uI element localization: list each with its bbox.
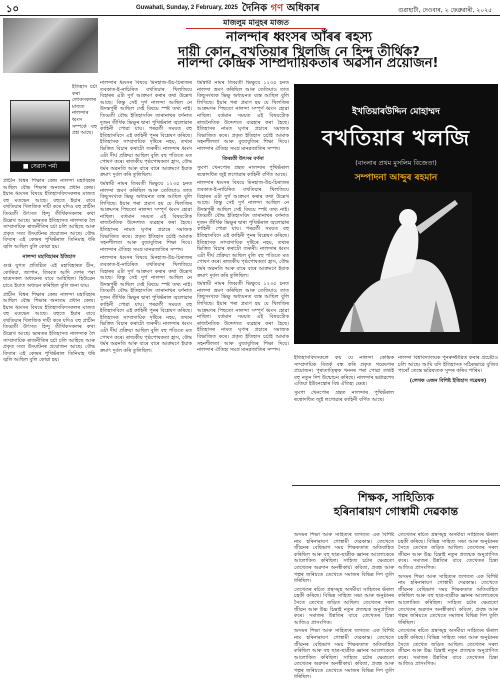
headline-line-1: নালন্দাৰ ধ্বংসৰ আঁৰৰ ৰহস্য [225,30,373,45]
paragraph: ধৰ্মস্বামী নামৰ তিব্বতী ভিক্ষুয়ে ১২৩৫ চনত নালন্দা ভ্ৰমণ কৰিছিল আৰু তেতিয়াও তাত কিছুসংখ্যক ভিক্ষু অধ্যয়নত ব্যস্ত আছিল বুলি লিখিছে। ইয়াৰ পৰা প্ৰমাণ হয় যে খিলজিৰ আক্ৰমণৰ পিছতো নালন্দা সম্পূৰ্ণ ধ্বংস হোৱা নাছিল। বৰ্তমান সময়ত এই বিষয়টোক ৰাজনৈতিক উদ্দেশ্যত ব্যৱহাৰ কৰা হৈছে। ইতিহাসৰ নামত ঘৃণাৰ প্ৰচাৰে সমাজক বিভাজিত কৰে। প্ৰকৃত ইতিহাস চৰ্চাই আমাক সহনশীলতা আৰু বুজাবুজিৰ শিক্ষা দিয়ে। নালন্দাৰ ঐতিহ্য সমগ্ৰ মানৱজাতিৰ সম্পদ। [100,180,192,253]
newspaper-name-part2: গণ [270,3,284,14]
book-author: ইখতিয়াৰউদ্দিন মোহাম্মদ [352,107,440,117]
section2-column-2 [398,532,498,700]
section2-title-line2: হৰিনাৰায়ণ গোস্বামী দেৱকান্ত [333,505,459,518]
news-photo [3,18,98,73]
headline-secondary: নালন্দা কেন্দ্ৰিক সাম্প্ৰদায়িকতাৰ অৱসান প্ৰয়োজন! [177,56,439,71]
book-editor: সম্পাদনা আব্দুৰ ৰহমান [354,173,438,183]
english-dateline: Guwahati, Sunday, 2 February, 2025 [136,5,238,11]
author-portrait [10,100,70,162]
section-divider [292,485,500,486]
paragraph: অসমৰ শিক্ষা আৰু সাহিত্যৰ জগতত এক বিশিষ্ট নাম হৰিনাৰায়ণ গোস্বামী দেৱকান্ত। তেখেতে জীৱনৰ বেছিভাগ সময় শিক্ষকতাত অতিবাহিত কৰিছিল আৰু বহু ছাত্ৰ-ছাত্ৰীক জ্ঞানৰ আলোকেৰে আলোকিত কৰিছিল। সাহিত্য চৰ্চাৰ ক্ষেত্ৰতো তেখেতৰ অৱদান অনস্বীকাৰ্য। কবিতা, প্ৰবন্ধ আৰু গল্পৰ জৰিয়তে তেখেতে সমাজৰ বিভিন্ন দিশ তুলি ধৰিছিল। [294,532,394,585]
paragraph: প্ৰাচীন বিশ্বৰ শিক্ষাৰ কেন্দ্ৰ নালন্দা মহাবিহাৰ আছিল বৌদ্ধ শিক্ষাৰ অন্যতম প্ৰধান কেন্দ্ৰ। ইয়াৰ ধ্বংসৰ বিষয়ে ইতিহাসবিদসকলৰ মাজত বহু মতভেদ আছে। বহুতে ইয়াৰ বাবে বখতিয়াৰ খিলজিক দায়ী কৰে যদিও বহু প্ৰাচীন তিব্বতী উৎসত হিন্দু তীৰ্থিকসকলৰ কথা উল্লেখ আছে। ভাৰতৰ ইতিহাসত নালন্দাক লৈ সাম্প্ৰদায়িক ৰাজনীতিৰ চৰ্চা চলি আহিছে আৰু প্ৰকৃত সত্য উদ্ঘাটনৰ প্ৰয়োজন আছে। বৌদ্ধ বিদ্যাৰ এই কেন্দ্ৰৰ পুথিভঁৰাল তিনিমাহ ধৰি জ্বলি আছিল বুলি কোৱা হয়। [3,291,95,364]
article-column-1 [3,178,95,700]
article-continuation-right [398,355,498,480]
paragraph: নালন্দাৰ ধ্বংসৰ বিষয়ে মিনহাজ-উচ-চিৰাজৰ তবকাত-ই-নাচিৰিত বখতিয়াৰ খিলজিয়ে বিহাৰৰ এটা দুৰ্গ আক্ৰমণ কৰাৰ কথা উল্লেখ আছে। কিন্তু সেই দুৰ্গ নালন্দা আছিল নে উদন্তপুৰী আছিল সেই বিষয়ে স্পষ্ট তথ্য নাই। তিব্বতী বৌদ্ধ ইতিহাসবিদ তাৰানাথৰ বৰ্ণনাত দুজন তীৰ্থিক ভিক্ষুৰ দ্বাৰা পুথিভঁৰাল জ্বলোৱাৰ কাহিনী পোৱা যায়। পৰৱৰ্তী সময়ত বহু ইতিহাসবিদে এই কাহিনী পুনৰ বিশ্লেষণ কৰিছে। ইতিহাসক সাম্প্ৰদায়িক দৃষ্টিৰে নহয়, তথ্যৰ ভিত্তিত বিচাৰ কৰাটো জৰুৰী। নালন্দাৰ ধ্বংস এটা দীৰ্ঘ প্ৰক্ৰিয়া আছিল বুলি বহু পণ্ডিতে মত পোষণ কৰে। ৰাজকীয় পৃষ্ঠপোষকতা হ্ৰাস, বৌদ্ধ ধৰ্মৰ অৱনতি আৰু বাৰে বাৰে আক্ৰমণে ইয়াক ক্ৰমাৎ দুৰ্বল কৰি তুলিছিল। [100,80,192,179]
subheading: নালন্দা মহাবিহাৰৰ ইতিহাস [22,253,76,260]
newspaper-name-part3: অধিকাৰ [286,3,320,14]
article-continuation-left [294,355,394,480]
paragraph: ইতিহাস চৰ্চা কৰা লোকসকলৰ মাজত নালন্দাৰ ধ্বংস সম্পৰ্কে বহু প্ৰশ্ন আছে। [72,84,97,137]
paragraph: নালন্দাৰ ধ্বংসৰ বিষয়ে মিনহাজ-উচ-চিৰাজৰ তবকাত-ই-নাচিৰিত বখতিয়াৰ খিলজিয়ে বিহাৰৰ এটা দুৰ্গ আক্ৰমণ কৰাৰ কথা উল্লেখ আছে। কিন্তু সেই দুৰ্গ নালন্দা আছিল নে উদন্তপুৰী আছিল সেই বিষয়ে স্পষ্ট তথ্য নাই। তিব্বতী বৌদ্ধ ইতিহাসবিদ তাৰানাথৰ বৰ্ণনাত দুজন তীৰ্থিক ভিক্ষুৰ দ্বাৰা পুথিভঁৰাল জ্বলোৱাৰ কাহিনী পোৱা যায়। পৰৱৰ্তী সময়ত বহু ইতিহাসবিদে এই কাহিনী পুনৰ বিশ্লেষণ কৰিছে। ইতিহাসক সাম্প্ৰদায়িক দৃষ্টিৰে নহয়, তথ্যৰ ভিত্তিত বিচাৰ কৰাটো জৰুৰী। নালন্দাৰ ধ্বংস এটা দীৰ্ঘ প্ৰক্ৰিয়া আছিল বুলি বহু পণ্ডিতে মত পোষণ কৰে। ৰাজকীয় পৃষ্ঠপোষকতা হ্ৰাস, বৌদ্ধ ধৰ্মৰ অৱনতি আৰু বাৰে বাৰে আক্ৰমণে ইয়াক ক্ৰমাৎ দুৰ্বল কৰি তুলিছিল। [197,180,289,279]
book-title: বখতিয়াৰ খলজি [321,125,471,150]
paragraph: তেখেতৰ ৰচিত গ্ৰন্থসমূহ অসমীয়া সাহিত্যৰ ভঁৰাল চহকী কৰিছে। বিভিন্ন সাহিত্য সভা আৰু অনুষ্ঠানৰ সৈতে তেখেত জড়িত আছিল। তেখেতৰ সৰল জীৱন আৰু উচ্চ চিন্তাই নতুন প্ৰজন্মক অনুপ্ৰাণিত কৰে। সমাজৰ উন্নতিৰ বাবে তেখেতৰ চিন্তা আজিও প্ৰাসংগিক। [294,586,394,626]
paragraph: নালন্দা বিশ্ববিদ্যালয়ক পুনৰুজ্জীৱিত কৰাৰ প্ৰচেষ্টাও চলি আছে। আমি যদি ইতিহাসক সঠিকভাৱে বুজিব পাৰোঁ তেন্তে ভৱিষ্যতক সুন্দৰ কৰিব পাৰিম। [398,355,498,375]
paragraph: তেখেতৰ ৰচিত গ্ৰন্থসমূহ অসমীয়া সাহিত্যৰ ভঁৰাল চহকী কৰিছে। বিভিন্ন সাহিত্য সভা আৰু অনুষ্ঠানৰ সৈতে তেখেত জড়িত আছিল। তেখেতৰ সৰল জীৱন আৰু উচ্চ চিন্তাই নতুন প্ৰজন্মক অনুপ্ৰাণিত কৰে। সমাজৰ উন্নতিৰ বাবে তেখেতৰ চিন্তা আজিও প্ৰাসংগিক। [398,532,498,571]
horseman-illustration [320,192,472,344]
headline-line-1b: দায়ী কোন, বখতিয়াৰ খিলজি নে হিন্দু তীৰ্থিক? [178,45,420,60]
paragraph: অসমৰ শিক্ষা আৰু সাহিত্যৰ জগতত এক বিশিষ্ট নাম হৰিনাৰায়ণ গোস্বামী দেৱকান্ত। তেখেতে জীৱনৰ বেছিভাগ সময় শিক্ষকতাত অতিবাহিত কৰিছিল আৰু বহু ছাত্ৰ-ছাত্ৰীক জ্ঞানৰ আলোকেৰে আলোকিত কৰিছিল। সাহিত্য চৰ্চাৰ ক্ষেত্ৰতো তেখেতৰ অৱদান অনস্বীকাৰ্য। কবিতা, প্ৰবন্ধ আৰু গল্পৰ জৰিয়তে তেখেতে সমাজৰ বিভিন্ন দিশ তুলি ধৰিছিল। [398,573,498,626]
section2-title [294,491,498,519]
paragraph: গুপ্ত যুগত প্ৰতিষ্ঠিত এই মহাবিহাৰত চীন, কোৰিয়া, জাপান, তিব্বত আদি দেশৰ পৰা ছাত্ৰসকল অধ্যয়নৰ বাবে আহিছিল। হিউৱেন চাঙে ইয়াত অধ্যয়ন কৰিছিল বুলি জনা যায়। [3,263,95,289]
paragraph: সুমপা খেনপোৰ গ্ৰন্থত নালন্দাৰ পুথিভঁৰাল ৰত্নোদধিত জুই লগোৱাৰ কাহিনী বৰ্ণিত আছে। [294,389,394,403]
article-column-3 [197,80,289,700]
paragraph: ধৰ্মস্বামী নামৰ তিব্বতী ভিক্ষুয়ে ১২৩৫ চনত নালন্দা ভ্ৰমণ কৰিছিল আৰু তেতিয়াও তাত কিছুসংখ্যক ভিক্ষু অধ্যয়নত ব্যস্ত আছিল বুলি লিখিছে। ইয়াৰ পৰা প্ৰমাণ হয় যে খিলজিৰ আক্ৰমণৰ পিছতো নালন্দা সম্পূৰ্ণ ধ্বংস হোৱা নাছিল। বৰ্তমান সময়ত এই বিষয়টোক ৰাজনৈতিক উদ্দেশ্যত ব্যৱহাৰ কৰা হৈছে। ইতিহাসৰ নামত ঘৃণাৰ প্ৰচাৰে সমাজক বিভাজিত কৰে। প্ৰকৃত ইতিহাস চৰ্চাই আমাক সহনশীলতা আৰু বুজাবুজিৰ শিক্ষা দিয়ে। নালন্দাৰ ঐতিহ্য সমগ্ৰ মানৱজাতিৰ সম্পদ। [197,281,289,354]
author-byline: ■ সেৱাস পৰ্মা [10,162,70,172]
section2-column-1 [294,532,394,700]
assamese-dateline: গুৱাহাটী, দেওবাৰ, ২ ফেব্ৰুৱাৰী, ২০২৫ [398,7,492,14]
subheading: তিব্বতী উৎসৰ বৰ্ণনা [222,155,264,162]
author-note: (লেখক এজন বিশিষ্ট ইতিহাস গৱেষক) [409,377,487,384]
masthead [0,0,500,16]
book-cover [294,84,498,344]
page-number: ১০ [6,4,19,15]
paragraph: সুমপা খেনপোৰ গ্ৰন্থত নালন্দাৰ পুথিভঁৰাল ৰত্নোদধিত জুই লগোৱাৰ কাহিনী বৰ্ণিত আছে। [197,165,289,178]
paragraph: অসমৰ শিক্ষা আৰু সাহিত্যৰ জগতত এক বিশিষ্ট নাম হৰিনাৰায়ণ গোস্বামী দেৱকান্ত। তেখেতে জীৱনৰ বেছিভাগ সময় শিক্ষকতাত অতিবাহিত কৰিছিল আৰু বহু ছাত্ৰ-ছাত্ৰীক জ্ঞানৰ আলোকেৰে আলোকিত কৰিছিল। সাহিত্য চৰ্চাৰ ক্ষেত্ৰতো তেখেতৰ অৱদান অনস্বীকাৰ্য। কবিতা, প্ৰবন্ধ আৰু গল্পৰ জৰিয়তে তেখেতে সমাজৰ বিভিন্ন দিশ তুলি ধৰিছিল। [294,628,394,681]
newspaper-name [242,1,319,18]
paragraph: তেখেতৰ ৰচিত গ্ৰন্থসমূহ অসমীয়া সাহিত্যৰ ভঁৰাল চহকী কৰিছে। বিভিন্ন সাহিত্য সভা আৰু অনুষ্ঠানৰ সৈতে তেখেত জড়িত আছিল। তেখেতৰ সৰল জীৱন আৰু উচ্চ চিন্তাই নতুন প্ৰজন্মক অনুপ্ৰাণিত কৰে। সমাজৰ উন্নতিৰ বাবে তেখেতৰ চিন্তা আজিও প্ৰাসংগিক। [398,628,498,668]
paragraph: ইতিহাসবিদসকলে কয় যে নালন্দা কেন্দ্ৰিক সাম্প্ৰদায়িক বিতৰ্ক বন্ধ কৰি প্ৰকৃত গৱেষণাৰ প্ৰয়োজন। পুৰাতাত্ত্বিক খননৰ পৰা পোৱা তথ্যই বহু নতুন দিশ উন্মোচন কৰিছে। নালন্দাৰ ভগ্নাৱশেষ এতিয়া ইউনেস্কোৰ বিশ্ব ঐতিহ্য ক্ষেত্ৰ। [294,355,394,388]
paragraph: ধৰ্মস্বামী নামৰ তিব্বতী ভিক্ষুয়ে ১২৩৫ চনত নালন্দা ভ্ৰমণ কৰিছিল আৰু তেতিয়াও তাত কিছুসংখ্যক ভিক্ষু অধ্যয়নত ব্যস্ত আছিল বুলি লিখিছে। ইয়াৰ পৰা প্ৰমাণ হয় যে খিলজিৰ আক্ৰমণৰ পিছতো নালন্দা সম্পূৰ্ণ ধ্বংস হোৱা নাছিল। বৰ্তমান সময়ত এই বিষয়টোক ৰাজনৈতিক উদ্দেশ্যত ব্যৱহাৰ কৰা হৈছে। ইতিহাসৰ নামত ঘৃণাৰ প্ৰচাৰে সমাজক বিভাজিত কৰে। প্ৰকৃত ইতিহাস চৰ্চাই আমাক সহনশীলতা আৰু বুজাবুজিৰ শিক্ষা দিয়ে। নালন্দাৰ ঐতিহ্য সমগ্ৰ মানৱজাতিৰ সম্পদ। [197,80,289,152]
section2-title-line1: শিক্ষক, সাহিত্যিক [358,491,434,504]
article-column-intro [72,84,97,174]
article-column-2 [100,80,192,700]
paragraph: প্ৰাচীন বিশ্বৰ শিক্ষাৰ কেন্দ্ৰ নালন্দা মহাবিহাৰ আছিল বৌদ্ধ শিক্ষাৰ অন্যতম প্ৰধান কেন্দ্ৰ। ইয়াৰ ধ্বংসৰ বিষয়ে ইতিহাসবিদসকলৰ মাজত বহু মতভেদ আছে। বহুতে ইয়াৰ বাবে বখতিয়াৰ খিলজিক দায়ী কৰে যদিও বহু প্ৰাচীন তিব্বতী উৎসত হিন্দু তীৰ্থিকসকলৰ কথা উল্লেখ আছে। ভাৰতৰ ইতিহাসত নালন্দাক লৈ সাম্প্ৰদায়িক ৰাজনীতিৰ চৰ্চা চলি আহিছে আৰু প্ৰকৃত সত্য উদ্ঘাটনৰ প্ৰয়োজন আছে। বৌদ্ধ বিদ্যাৰ এই কেন্দ্ৰৰ পুথিভঁৰাল তিনিমাহ ধৰি জ্বলি আছিল বুলি কোৱা হয়। [3,178,95,250]
article-kicker: মাজলুম মানুহৰ মাজত [186,18,326,29]
photo-caption-strip [3,73,98,78]
newspaper-name-part1: দৈনিক [242,3,268,14]
book-subtitle: (বাংলাৰ প্ৰথম মুসলিম বিজেতা) [355,159,437,167]
paragraph: নালন্দাৰ ধ্বংসৰ বিষয়ে মিনহাজ-উচ-চিৰাজৰ তবকাত-ই-নাচিৰিত বখতিয়াৰ খিলজিয়ে বিহাৰৰ এটা দুৰ্গ আক্ৰমণ কৰাৰ কথা উল্লেখ আছে। কিন্তু সেই দুৰ্গ নালন্দা আছিল নে উদন্তপুৰী আছিল সেই বিষয়ে স্পষ্ট তথ্য নাই। তিব্বতী বৌদ্ধ ইতিহাসবিদ তাৰানাথৰ বৰ্ণনাত দুজন তীৰ্থিক ভিক্ষুৰ দ্বাৰা পুথিভঁৰাল জ্বলোৱাৰ কাহিনী পোৱা যায়। পৰৱৰ্তী সময়ত বহু ইতিহাসবিদে এই কাহিনী পুনৰ বিশ্লেষণ কৰিছে। ইতিহাসক সাম্প্ৰদায়িক দৃষ্টিৰে নহয়, তথ্যৰ ভিত্তিত বিচাৰ কৰাটো জৰুৰী। নালন্দাৰ ধ্বংস এটা দীৰ্ঘ প্ৰক্ৰিয়া আছিল বুলি বহু পণ্ডিতে মত পোষণ কৰে। ৰাজকীয় পৃষ্ঠপোষকতা হ্ৰাস, বৌদ্ধ ধৰ্মৰ অৱনতি আৰু বাৰে বাৰে আক্ৰমণে ইয়াক ক্ৰমাৎ দুৰ্বল কৰি তুলিছিল। [100,255,192,354]
